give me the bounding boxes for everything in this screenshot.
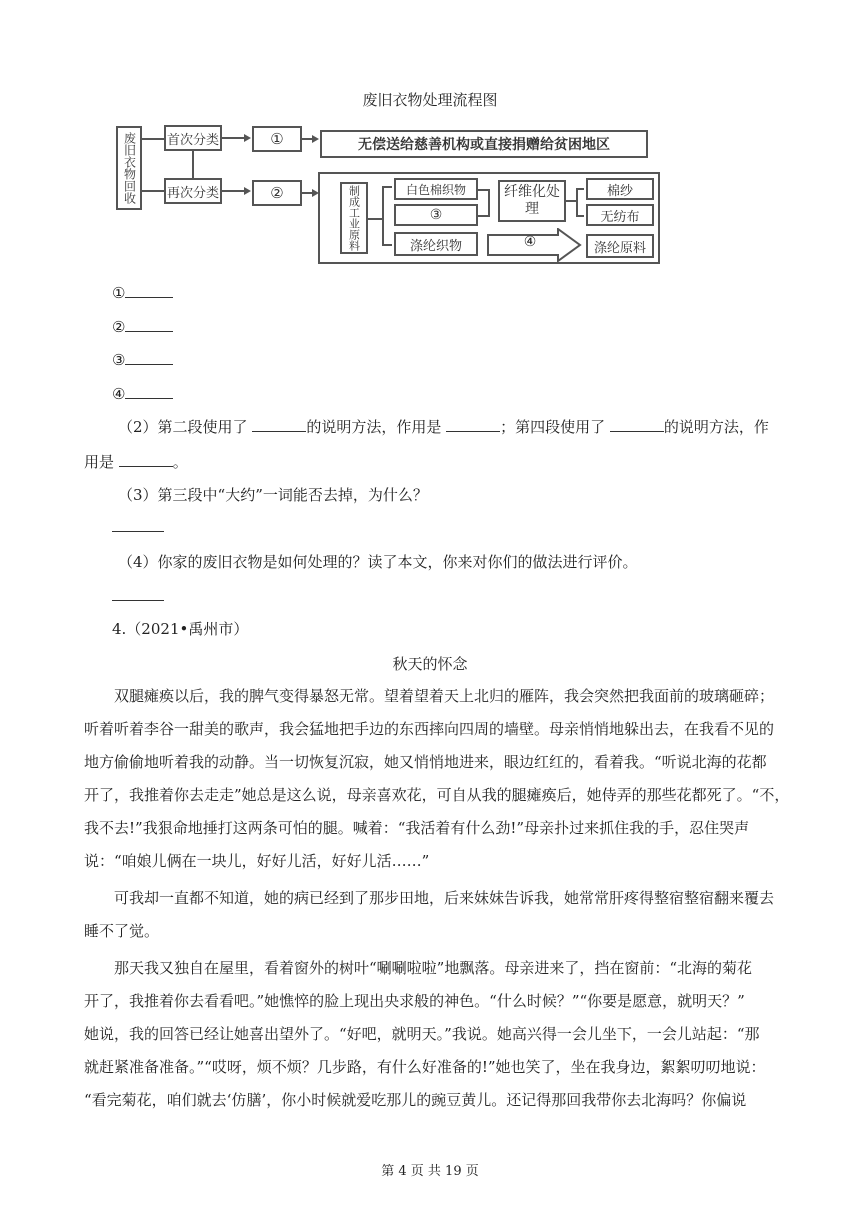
text-line: 可我却一直都不知道，她的病已经到了那步田地，后来妹妹告诉我，她常常肝疼得整宿整宿翻来覆去 [114,889,775,907]
brace [576,215,584,217]
cotton-yarn-box: 棉纱 [586,178,654,200]
text-line: 双腿瘫痪以后，我的脾气变得暴怒无常。望着望着天上北归的雁阵，我会突然把我面前的玻璃砸碎； [114,687,775,705]
text-line: 开了，我推着你去看看吧。”她憔悴的脸上现出央求般的神色。“什么时候？”“你要是愿意，就明天？” [84,992,745,1010]
question-text: 的说明方法，作用是 [306,418,447,436]
question-text: （2）第二段使用了 [118,418,253,436]
text-line: “看完菊花，咱们就去‘仿膳’，你小时候就爱吃那儿的豌豆黄儿。还记得那回我带你去北海吗？你偏说 [84,1091,747,1109]
connector [142,138,164,140]
root-box: 废旧衣物回收 [116,126,142,210]
answer-blank[interactable] [252,417,306,432]
question-text: 。 [172,453,188,471]
nonwoven-box: 无纺布 [586,204,654,226]
question-4: （4）你家的废旧衣物是如何处理的？读了本文，你来对你们的做法进行评价。 [118,553,638,571]
answer-label: ③ [112,351,126,369]
connector [478,189,488,191]
first-sort-box: 首次分类 [164,125,222,151]
answer-line-1 [112,283,173,303]
arrow-line [222,137,246,139]
blank-3-box: ③ [394,204,478,226]
brace [382,186,384,244]
connector [488,189,490,217]
answer-blank[interactable] [125,283,173,298]
answer-blank[interactable] [125,317,173,332]
blank-2-box: ② [252,180,302,206]
blank-4-label: ④ [523,234,537,250]
text-line: 地方偷偷地听着我的动静。当一切恢复沉寂，她又悄悄地进来，眼边红红的，看着我。“听说北海的花都 [84,753,767,771]
question-2-line-1 [118,417,769,437]
connector [142,190,164,192]
question-text: 的说明方法，作 [663,418,769,436]
text-line: 听着听着李谷一甜美的歌声，我会猛地把手边的东西摔向四周的墙壁。母亲悄悄地躲出去，在我看不见的 [84,720,775,738]
white-cotton-box: 白色棉织物 [394,178,478,200]
connector [478,215,488,217]
answer-blank[interactable] [446,417,500,432]
blank-1-box: ① [252,126,302,152]
question-text: 用是 [84,453,119,471]
question-2-line-2 [84,452,188,472]
answer-line-2 [112,317,173,337]
text-line: 说：“咱娘儿俩在一块儿，好好儿活，好好儿活……” [84,852,430,870]
text-line: 睡不了觉。 [84,922,160,940]
fiber-box: 纤维化处理 [498,180,566,222]
second-sort-box: 再次分类 [164,178,222,204]
answer-line-3 [112,350,173,370]
brace [566,200,576,202]
text-line: 就赶紧准备准备。”“哎呀，烦不烦？几步路，有什么好准备的!”她也笑了，坐在我身边，絮絮叨叨地说： [84,1058,766,1076]
brace [576,188,584,190]
answer-blank[interactable] [610,417,664,432]
answer-line-4 [112,384,173,404]
item-4-source: 4.（2021•禹州市） [112,620,249,638]
arrow-head [244,187,251,195]
answer-blank[interactable] [125,384,173,399]
text-line: 我不去!”我狠命地捶打这两条可怕的腿。喊着：“我活着有什么劲!”母亲扑过来抓住我的手，忍住哭声 [84,819,750,837]
arrow-head [312,135,319,143]
industrial-box: 制成工业原料 [340,182,368,254]
answer-label: ① [112,284,126,302]
brace [382,244,392,246]
answer-blank[interactable] [112,600,164,601]
answer-label: ④ [112,385,126,403]
question-3: （3）第三段中“大约”一词能否去掉，为什么？ [118,486,428,504]
polyester-box: 涤纶织物 [394,232,478,256]
text-line: 她说，我的回答已经让她喜出望外了。“好吧，就明天。”我说。她高兴得一会儿坐下，一会儿站起：“那 [84,1025,760,1043]
arrow-line [222,190,246,192]
brace [382,186,392,188]
brace [576,188,578,216]
figure-title: 废旧衣物处理流程图 [362,91,498,109]
page-footer: 第 4 页 共 19 页 [381,1164,479,1179]
text-line: 开了，我推着你去走走”她总是这么说，母亲喜欢花，可自从我的腿瘫痪后，她侍弄的那些花都死了。“不， [84,786,790,804]
brace [368,218,382,220]
connector [192,151,194,178]
story-title: 秋天的怀念 [392,655,468,673]
arrow-head [244,134,251,142]
question-text: ；第四段使用了 [500,418,610,436]
answer-label: ② [112,318,126,336]
answer-blank[interactable] [119,452,173,467]
text-line: 那天我又独自在屋里，看着窗外的树叶“唰唰啦啦”地飘落。母亲进来了，挡在窗前：“北海的菊花 [114,959,753,977]
answer-blank[interactable] [125,350,173,365]
polyester-raw-box: 涤纶原料 [586,234,654,258]
answer-blank[interactable] [112,531,164,532]
donate-box: 无偿送给慈善机构或直接捐赠给贫困地区 [320,130,648,158]
flowchart-diagram [112,122,662,264]
